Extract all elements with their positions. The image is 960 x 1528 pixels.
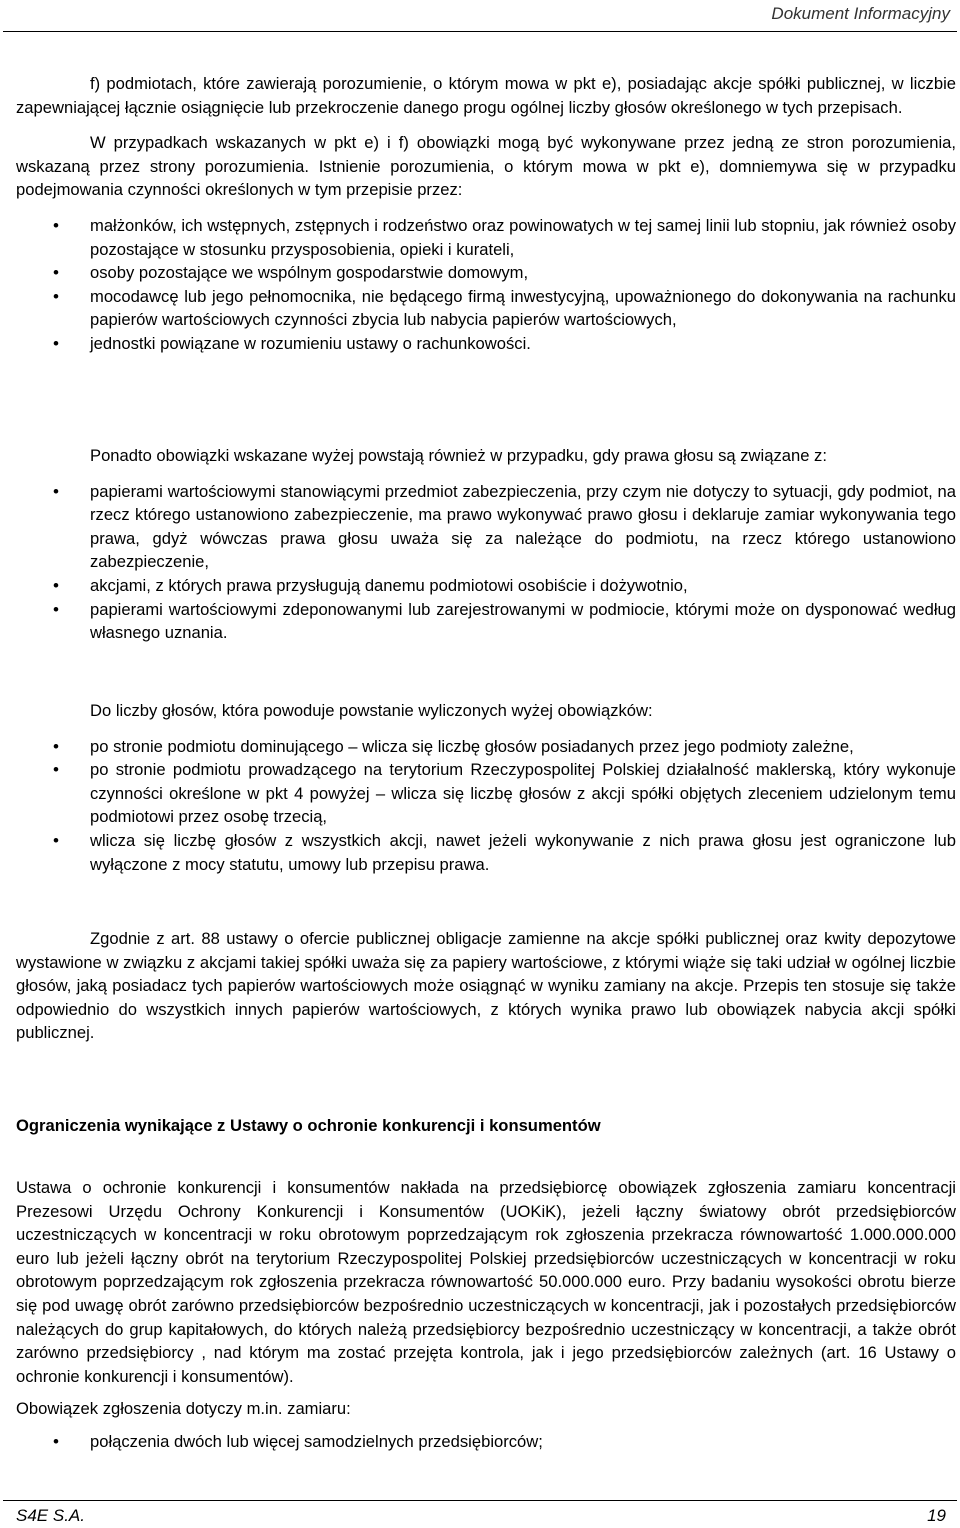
- footer-company: S4E S.A.: [16, 1506, 85, 1525]
- section-agreements: [16, 72, 956, 356]
- list-item: • papierami wartościowymi zdeponowanymi lub zarejestrowanymi w podmiocie, którymi może on dysponować według własnego uznania.: [16, 598, 956, 645]
- section-vote-count: [16, 699, 956, 876]
- list-item: • małżonków, ich wstępnych, zstępnych i rodzeństwo oraz powinowatych w tej samej linii lub stopniu, jak również osoby pozostające w stosunku przysposobienia, opieki i kurateli,: [16, 214, 956, 261]
- vote-count-list: [16, 735, 956, 877]
- page-number: 19: [927, 1506, 946, 1525]
- section-voting-rights: [16, 444, 956, 645]
- voting-rights-list: [16, 480, 956, 645]
- section-heading-competition: Ograniczenia wynikające z Ustawy o ochronie konkurencji i konsumentów: [16, 1116, 601, 1135]
- list-item: • jednostki powiązane w rozumieniu ustawy o rachunkowości.: [16, 332, 956, 356]
- list-item: • połączenia dwóch lub więcej samodzielnych przedsiębiorców;: [16, 1430, 956, 1454]
- list-item: • papierami wartościowymi stanowiącymi przedmiot zabezpieczenia, przy czym nie dotyczy to sytuacji, gdy podmiot, na rzecz którego ustanowiono zabezpieczenie, ma prawo wykonywać prawo głosu i deklaruje zamiar wykonywania tego prawa, gdyż wówczas prawa głosu uważa się za należące do podmiotu, na rzecz którego ustanowiono zabezpieczenie,: [16, 480, 956, 574]
- list-item: • mocodawcę lub jego pełnomocnika, nie będącego firmą inwestycyjną, upoważnionego do dokonywania na rachunku papierów wartościowych czynności zbycia lub nabycia papierów wartościowych,: [16, 285, 956, 332]
- presumption-list: [16, 214, 956, 356]
- paragraph-vote-count-intro: Do liczby głosów, która powoduje powstanie wyliczonych wyżej obowiązków:: [90, 701, 653, 720]
- footer-divider: [3, 1500, 957, 1501]
- header-divider: [3, 31, 957, 32]
- paragraph-voting-intro: Ponadto obowiązki wskazane wyżej powstają również w przypadku, gdy prawa głosu są związane z:: [90, 446, 827, 465]
- paragraph-agreement-presumption: W przypadkach wskazanych w pkt e) i f) obowiązki mogą być wykonywane przez jedną ze stron porozumienia, wskazaną przez strony porozumienia. Istnienie porozumienia, o którym mowa w pkt e), domniemywa się w przypadku podejmowania czynności określonych w tym przepisie przez:: [16, 133, 956, 200]
- list-item: • akcjami, z których prawa przysługują danemu podmiotowi osobiście i dożywotnio,: [16, 574, 956, 598]
- section-art-88: [16, 927, 956, 1045]
- list-item: • po stronie podmiotu prowadzącego na terytorium Rzeczypospolitej Polskiej działalność maklerską, który wykonuje czynności określone w pkt 4 powyżej – wlicza się liczbę głosów z akcji spółki objętych zleceniem udzielonym temu podmiotowi przez osobę trzecią,: [16, 758, 956, 829]
- paragraph-competition-law: Ustawa o ochronie konkurencji i konsumentów nakłada na przedsiębiorcę obowiązek zgłoszenia zamiaru koncentracji Prezesowi Urzędu Ochrony Konkurencji i Konsumentów (UOKiK), jeżeli łączny światowy obrót przedsiębiorców uczestniczących w koncentracji w roku obrotowym poprzedzającym rok zgłoszenia przekracza równowartość 1.000.000.000 euro lub jeżeli łączny obrót na terytorium Rzeczypospolitej Polskiej przedsiębiorców uczestniczących w koncentracji w roku obrotowym poprzedzającym rok zgłoszenia przekracza równowartość 50.000.000 euro. Przy badaniu wysokości obrotu bierze się pod uwagę obrót zarówno przedsiębiorców bezpośrednio uczestniczących w koncentracji, jak i pozostałych przedsiębiorców należących do grup kapitałowych, do których należą przedsiębiorcy bezpośrednio uczestniczący w koncentracji, a także obrót zarówno przedsiębiorcy , nad którym ma zostać przejęta kontrola, jak i jego przedsiębiorców zależnych (art. 16 Ustawy o ochronie konkurencji i konsumentów).: [16, 1178, 956, 1386]
- list-item: • wlicza się liczbę głosów z wszystkich akcji, nawet jeżeli wykonywanie z nich prawa głosu jest ograniczone lub wyłączone z mocy statutu, umowy lub przepisu prawa.: [16, 829, 956, 876]
- list-item: • osoby pozostające we wspólnym gospodarstwie domowym,: [16, 261, 956, 285]
- paragraph-notification-intro: Obowiązek zgłoszenia dotyczy m.in. zamiaru:: [16, 1399, 351, 1419]
- section-competition-law: [16, 1176, 956, 1454]
- list-item: • po stronie podmiotu dominującego – wlicza się liczbę głosów posiadanych przez jego podmioty zależne,: [16, 735, 956, 759]
- page-header-title: Dokument Informacyjny: [771, 4, 950, 23]
- paragraph-f: f) podmiotach, które zawierają porozumienie, o którym mowa w pkt e), posiadając akcje spółki publicznej, w liczbie zapewniającej łącznie osiągnięcie lub przekroczenie danego progu ogólnej liczby głosów określonego w tych przepisach.: [16, 74, 956, 117]
- notification-list: [16, 1430, 956, 1454]
- paragraph-art-88: Zgodnie z art. 88 ustawy o ofercie publicznej obligacje zamienne na akcje spółki publicznej oraz kwity depozytowe wystawione w związku z akcjami takiej spółki uważa się za papiery wartościowe, z którymi wiąże się taki udział w ogólnej liczbie głosów, jaką posiadacz tych papierów wartościowych może osiągnąć w wyniku zamiany na akcje. Przepis ten stosuje się także odpowiednio do wszystkich innych papierów wartościowych, z których wynika prawo lub obowiązek nabycia akcji spółki publicznej.: [16, 929, 956, 1043]
